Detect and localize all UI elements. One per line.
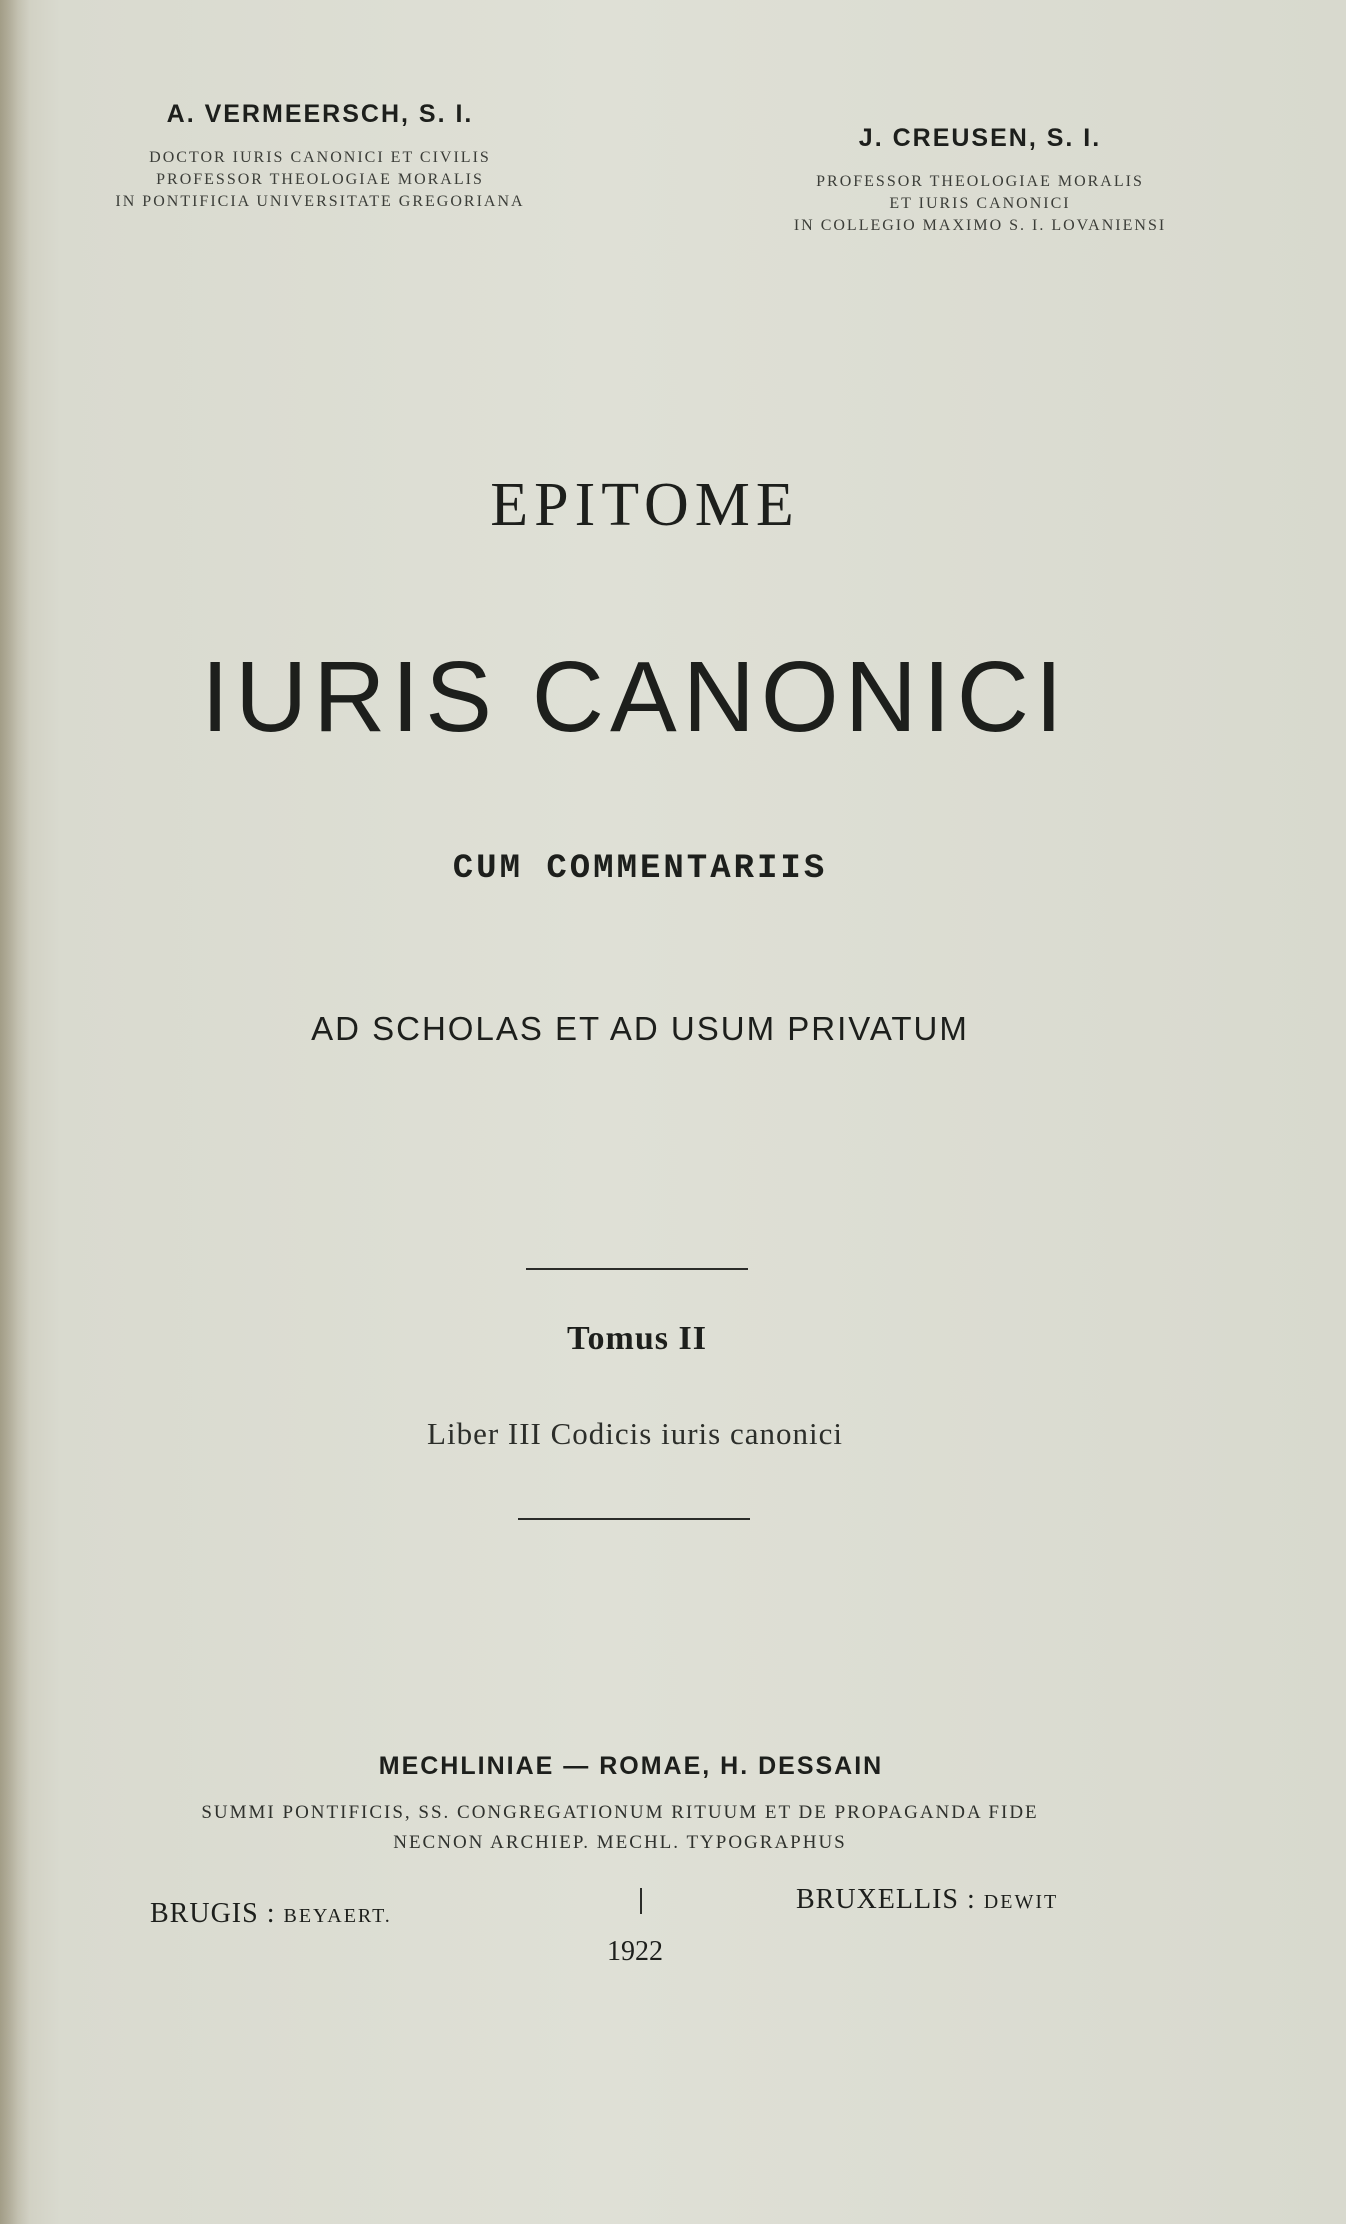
- printer-line: NECNON ARCHIEP. MECHL. TYPOGRAPHUS: [393, 1832, 847, 1853]
- author-credits: [760, 171, 1200, 237]
- volume-liber: Liber III Codicis iuris canonici: [427, 1416, 843, 1451]
- city-name: BRUXELLIS: [796, 1884, 959, 1915]
- credit-line: IN PONTIFICIA UNIVERSITATE GREGORIANA: [115, 193, 525, 210]
- divider-bottom: [518, 1518, 750, 1520]
- agent-name: DEWIT: [983, 1891, 1059, 1913]
- author-name: J. CREUSEN, S. I.: [858, 124, 1102, 152]
- city-name: BRUGIS: [150, 1898, 259, 1929]
- city-left: [150, 1898, 510, 1930]
- author-right: [760, 124, 1200, 237]
- credit-line: ET IURIS CANONICI: [889, 195, 1071, 212]
- title-epitome: EPITOME: [490, 471, 800, 539]
- imprint-separator-bar: [640, 1888, 642, 1914]
- author-name: A. VERMEERSCH, S. I.: [166, 100, 474, 128]
- credit-line: IN COLLEGIO MAXIMO S. I. LOVANIENSI: [793, 217, 1167, 234]
- credit-line: DOCTOR IURIS CANONICI ET CIVILIS: [149, 149, 491, 166]
- credit-line: PROFESSOR THEOLOGIAE MORALIS: [816, 173, 1144, 190]
- subtitle-cum-commentariis: CUM COMMENTARIIS: [452, 850, 828, 888]
- publisher-line: MECHLINIAE — ROMAE, H. DESSAIN: [378, 1752, 884, 1780]
- printer-line: SUMMI PONTIFICIS, SS. CONGREGATIONUM RITUUM ET DE PROPAGANDA FIDE: [201, 1802, 1039, 1823]
- agent-name: BEYAERT.: [283, 1905, 392, 1927]
- separator: :: [967, 1884, 976, 1915]
- credit-line: PROFESSOR THEOLOGIAE MORALIS: [156, 171, 484, 188]
- author-credits: [80, 147, 560, 213]
- subtitle-ad-scholas: AD SCHOLAS ET AD USUM PRIVATUM: [311, 1010, 969, 1047]
- divider-top: [526, 1268, 748, 1270]
- author-left: [80, 100, 560, 213]
- separator: :: [266, 1898, 276, 1929]
- title-iuris-canonici: IURIS CANONICI: [201, 641, 1069, 753]
- printer-credit: [120, 1798, 1120, 1858]
- publication-year: 1922: [607, 1936, 663, 1967]
- volume-tomus: Tomus II: [567, 1320, 707, 1357]
- city-right: [796, 1884, 1176, 1916]
